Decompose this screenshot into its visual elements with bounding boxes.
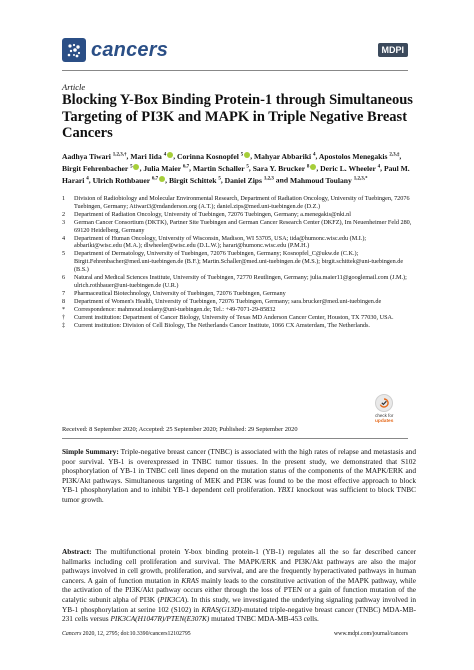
author-affiliation-marker: 6,7 xyxy=(182,164,190,170)
abstract xyxy=(62,547,416,624)
orcid-icon[interactable] xyxy=(133,164,139,170)
simple-summary-label: Simple Summary: xyxy=(62,447,119,456)
check-updates-line1: check for xyxy=(375,413,394,418)
check-updates-label xyxy=(375,413,393,424)
author-affiliation-marker: 5 xyxy=(218,176,221,182)
affiliation-number: 1 xyxy=(62,195,66,202)
affiliation-number: 8 xyxy=(62,297,66,305)
author-name: Sara Y. Brucker xyxy=(252,163,305,173)
citation-details: 2020, 12, 2795; doi:10.3390/cancers12102795 xyxy=(81,631,191,637)
affiliation-list xyxy=(62,195,414,329)
affiliation-text: Natural and Medical Sciences Institute, University of Tuebingen, 72770 Reutlingen, Germany; julia.maier11@googlemail.com (J.M.); ulrich.rothbauer@uni-tuebingen.de (U.R.) xyxy=(74,274,407,289)
affiliation-text: Department of Human Oncology, University of Wisconsin, Madison, WI 53705, USA; iida@humonc.wisc.edu (M.I.); abbariki@wisc.edu (M.A.); dlwheeler@wisc.edu (D.L.W.); harari@humonc.wisc.edu (P.M.H.) xyxy=(74,234,367,250)
affiliation-text: Department of Radiation Oncology, University of Tuebingen, 72076 Tuebingen, Germany; a.menegakis@nki.nl xyxy=(74,210,351,218)
author-affiliation-marker: 4 xyxy=(312,152,316,157)
author-name: Mari Iida xyxy=(130,151,162,161)
affiliation-number: 2 xyxy=(62,210,66,218)
author-name: Apostolos Menegakis xyxy=(318,151,388,161)
affiliation-item xyxy=(62,250,414,274)
gene-pik3ca: PIK3CA xyxy=(159,594,185,604)
author xyxy=(254,152,315,161)
abstract-text-1: The multifunctional protein Y-box binding protein-1 (YB-1) regulates all the so far described cancer hallmarks including cell proliferation and survival. The MAPK/ERK and PI3K/Akt pathways are also the major pathways involved in cell growth, proliferation, and survival, and are the frequently hyperactivated pathways in human cancers. A gain of function mutation in xyxy=(62,547,416,585)
page-footer xyxy=(62,631,408,637)
author-list: Aadhya Tiwari $^{1,2,3,\dagger}$, Mari Iida $^4$ , Corinna Kosnopfel $^5$ , Mahyar Abbariki $^4$, Apostolos Menegakis $^{2,3,\ddagger}$, Birgit Fehrenbacher $^5$ , Julia Maier $^{6,7}$, Martin Schaller $^5$, Sara Y. Brucker $^8$ , Deric L. Wheeler $^4$, Paul M. Harari $^4$, Ulrich Rothbauer $^{6,7}$ , Birgit Schittek $^5$, Daniel Zips $^{1,2,3}$ and Mahmoud Toulany $^{1,2,3,*}$ xyxy=(62,151,410,185)
author xyxy=(143,164,189,173)
journal-name: cancers xyxy=(91,38,169,61)
affiliation-item xyxy=(62,211,414,219)
author-name: Paul M. Harari xyxy=(62,163,410,185)
abstract-label: Abstract: xyxy=(62,547,92,556)
author xyxy=(177,152,250,161)
publisher-logo xyxy=(378,43,409,57)
author-name: Deric L. Wheeler xyxy=(320,163,376,173)
author-affiliation-marker: 1,2,3,† xyxy=(112,152,127,157)
author-affiliation-marker: 6,7 xyxy=(151,176,159,182)
affiliation-text: Pharmaceutical Biotechnology, University of Tuebingen, 72076 Tuebingen, Germany xyxy=(74,289,286,297)
citation xyxy=(62,631,191,637)
author xyxy=(253,164,317,173)
abstract-text-2: mainly leads to the constitutive activation of the MAPK pathway, while the activation of the PI3K/Akt pathway occurs either through the loss of PTEN or a gain of function mutation of the catalytic subunit alpha of PI3K ( xyxy=(62,575,417,604)
affiliation-item xyxy=(62,298,414,306)
affiliation-item xyxy=(62,274,414,290)
author-affiliation-marker: 1,2,3 xyxy=(263,176,274,182)
affiliation-text: Division of Radiobiology and Molecular Environmental Research, Department of Radiation Oncology, University of Tuebingen, 72076 Tuebingen, Germany; Atiwari3@mdanderson.org (A.T.); daniel.zips@med.uni-tuebingen.de (D.Z.) xyxy=(74,195,410,210)
author-affiliation-marker: 4 xyxy=(86,176,89,182)
author xyxy=(225,176,274,185)
affiliation-text: Department of Dermatology, University of Tuebingen, 72076 Tuebingen, Germany; Kosnopfel_C@ukw.de (C.K.); Birgit.Fehrenbacher@med.uni-tuebingen.de (B.F.); Martin.Schaller@med.uni-tuebingen.de (M.S.); birgit.schittek@uni-tuebingen.de (B.S.) xyxy=(74,250,404,274)
affiliation-item xyxy=(62,290,414,298)
affiliation-number: 4 xyxy=(62,234,66,242)
affiliation-number: 5 xyxy=(62,250,66,258)
affiliation-number: † xyxy=(62,313,66,321)
check-for-updates-badge[interactable] xyxy=(375,394,393,424)
author-affiliation-marker: 4 xyxy=(377,164,381,170)
journal-url[interactable]: www.mdpi.com/journal/cancers xyxy=(334,631,408,637)
article-title: Blocking Y-Box Binding Protein-1 through Simultaneous Targeting of PI3K and MAPK in Triple Negative Breast Cancers xyxy=(62,92,413,141)
author-name: Martin Schaller xyxy=(192,163,245,173)
affiliation-number: * xyxy=(62,305,66,313)
author xyxy=(62,152,127,161)
affiliation-item xyxy=(62,195,414,211)
author xyxy=(93,176,166,185)
gene-kras: KRAS xyxy=(181,575,199,585)
author-affiliation-marker: 4 xyxy=(163,152,167,157)
mutation-pik3ca-pten: PIK3CA(H1047R)/PTEN(E307K) xyxy=(110,614,210,624)
affiliation-text: Correspondence: mahmoud.toulany@uni-tuebingen.de; Tel.: +49-7071-29-85832 xyxy=(74,305,276,313)
orcid-icon[interactable] xyxy=(167,152,173,158)
mutation-kras-g13d: KRAS(G13D) xyxy=(201,604,242,614)
article-type: Article xyxy=(62,82,86,92)
author xyxy=(320,164,380,173)
simple-summary-text-1: Triple-negative breast cancer (TNBC) is associated with the high rates of relapse and metastasis and poor survival. YB-1 is overexpressed in TNBC tumor tissues. In the present study, we demonstrated that S102 phosphorylation of YB-1 in TNBC cell lines depend on the mutation status of the components of the MAPK/ERK and PI3K/Akt pathways. Simultaneous targeting of MEK and PI3K was found to be the most effective approach to block YB-1 phosphorylation and to inhibit YB-1 dependent cell proliferation. xyxy=(62,447,416,495)
publisher-name: MDPI xyxy=(378,43,409,57)
author-name: Birgit Schittek xyxy=(168,175,217,185)
author-affiliation-marker: 5 xyxy=(246,164,249,170)
author xyxy=(290,176,368,185)
author-name: Corinna Kosnopfel xyxy=(176,151,239,161)
author xyxy=(319,152,399,161)
affiliation-number: 7 xyxy=(62,289,66,297)
citation-journal: Cancers xyxy=(62,631,82,637)
check-updates-icon xyxy=(375,394,393,412)
author-name: Mahmoud Toulany xyxy=(289,175,352,185)
author-name: Aadhya Tiwari xyxy=(62,151,111,161)
affiliation-item xyxy=(62,306,414,314)
affiliation-text: Current institution: Division of Cell Biology, The Netherlands Cancer Institute, 1066 CX Amsterdam, The Netherlands. xyxy=(74,321,370,329)
publication-dates: Received: 8 September 2020; Accepted: 25 September 2020; Published: 29 September 2020 xyxy=(62,426,298,433)
header-divider xyxy=(62,70,408,71)
author-affiliation-marker: 2,3,‡ xyxy=(389,152,400,157)
orcid-icon[interactable] xyxy=(244,152,250,158)
affiliation-number: ‡ xyxy=(62,321,66,329)
author-name: Daniel Zips xyxy=(224,175,262,185)
affiliation-number: 3 xyxy=(62,218,66,226)
author-name: Birgit Fehrenbacher xyxy=(62,163,129,173)
journal-logo xyxy=(62,38,168,62)
simple-summary-text-2: knockout was sufficient to block TNBC tumor growth. xyxy=(62,485,416,504)
cancers-journal-icon xyxy=(62,38,86,62)
author xyxy=(130,152,173,161)
author-name: Ulrich Rothbauer xyxy=(92,175,151,185)
author-name: Mahyar Abbariki xyxy=(254,151,312,161)
author-affiliation-marker: 5 xyxy=(130,164,133,170)
gene-name-ybx1: YBX1 xyxy=(277,485,295,495)
abstract-text-3: ). In this study, we investigated the underlying signaling pathway involved in YB-1 phosphorylation at serine 102 (S102) in xyxy=(62,594,416,614)
affiliation-item xyxy=(62,322,414,330)
affiliation-text: Department of Women's Health, University of Tuebingen, 72076 Tuebingen, Germany; sara.brucker@med.uni-tuebingen.de xyxy=(74,297,382,305)
abstract-text-4: -mutated triple-negative breast cancer (TNBC) MDA-MB-231 cells versus xyxy=(62,604,416,624)
author xyxy=(62,164,140,173)
author xyxy=(169,176,221,185)
orcid-icon[interactable] xyxy=(159,176,165,182)
affiliation-text: Current institution: Department of Cancer Biology, University of Texas MD Anderson Cancer Center, Houston, TX 77030, USA. xyxy=(74,313,394,321)
affiliation-item xyxy=(62,219,414,235)
affiliation-text: German Cancer Consortium (DKTK), Partner Site Tuebingen and German Cancer Research Center (DKFZ), Im Neuenheimer Feld 280, 69120 Heidelberg, Germany xyxy=(74,218,412,234)
abstract-text-5: mutated TNBC MDA-MB-453 cells. xyxy=(209,614,319,624)
dates-divider xyxy=(62,438,408,439)
author-affiliation-marker: 8 xyxy=(306,164,310,170)
simple-summary xyxy=(62,447,416,505)
author-affiliation-marker: 5 xyxy=(240,152,244,157)
author-name: Julia Maier xyxy=(143,163,181,173)
affiliation-item xyxy=(62,235,414,251)
affiliation-number: 6 xyxy=(62,274,66,282)
check-updates-line2: updates xyxy=(375,419,394,424)
author-affiliation-marker: 1,2,3,* xyxy=(353,176,368,182)
author xyxy=(193,164,249,173)
affiliation-item xyxy=(62,314,414,322)
orcid-icon[interactable] xyxy=(310,164,316,170)
